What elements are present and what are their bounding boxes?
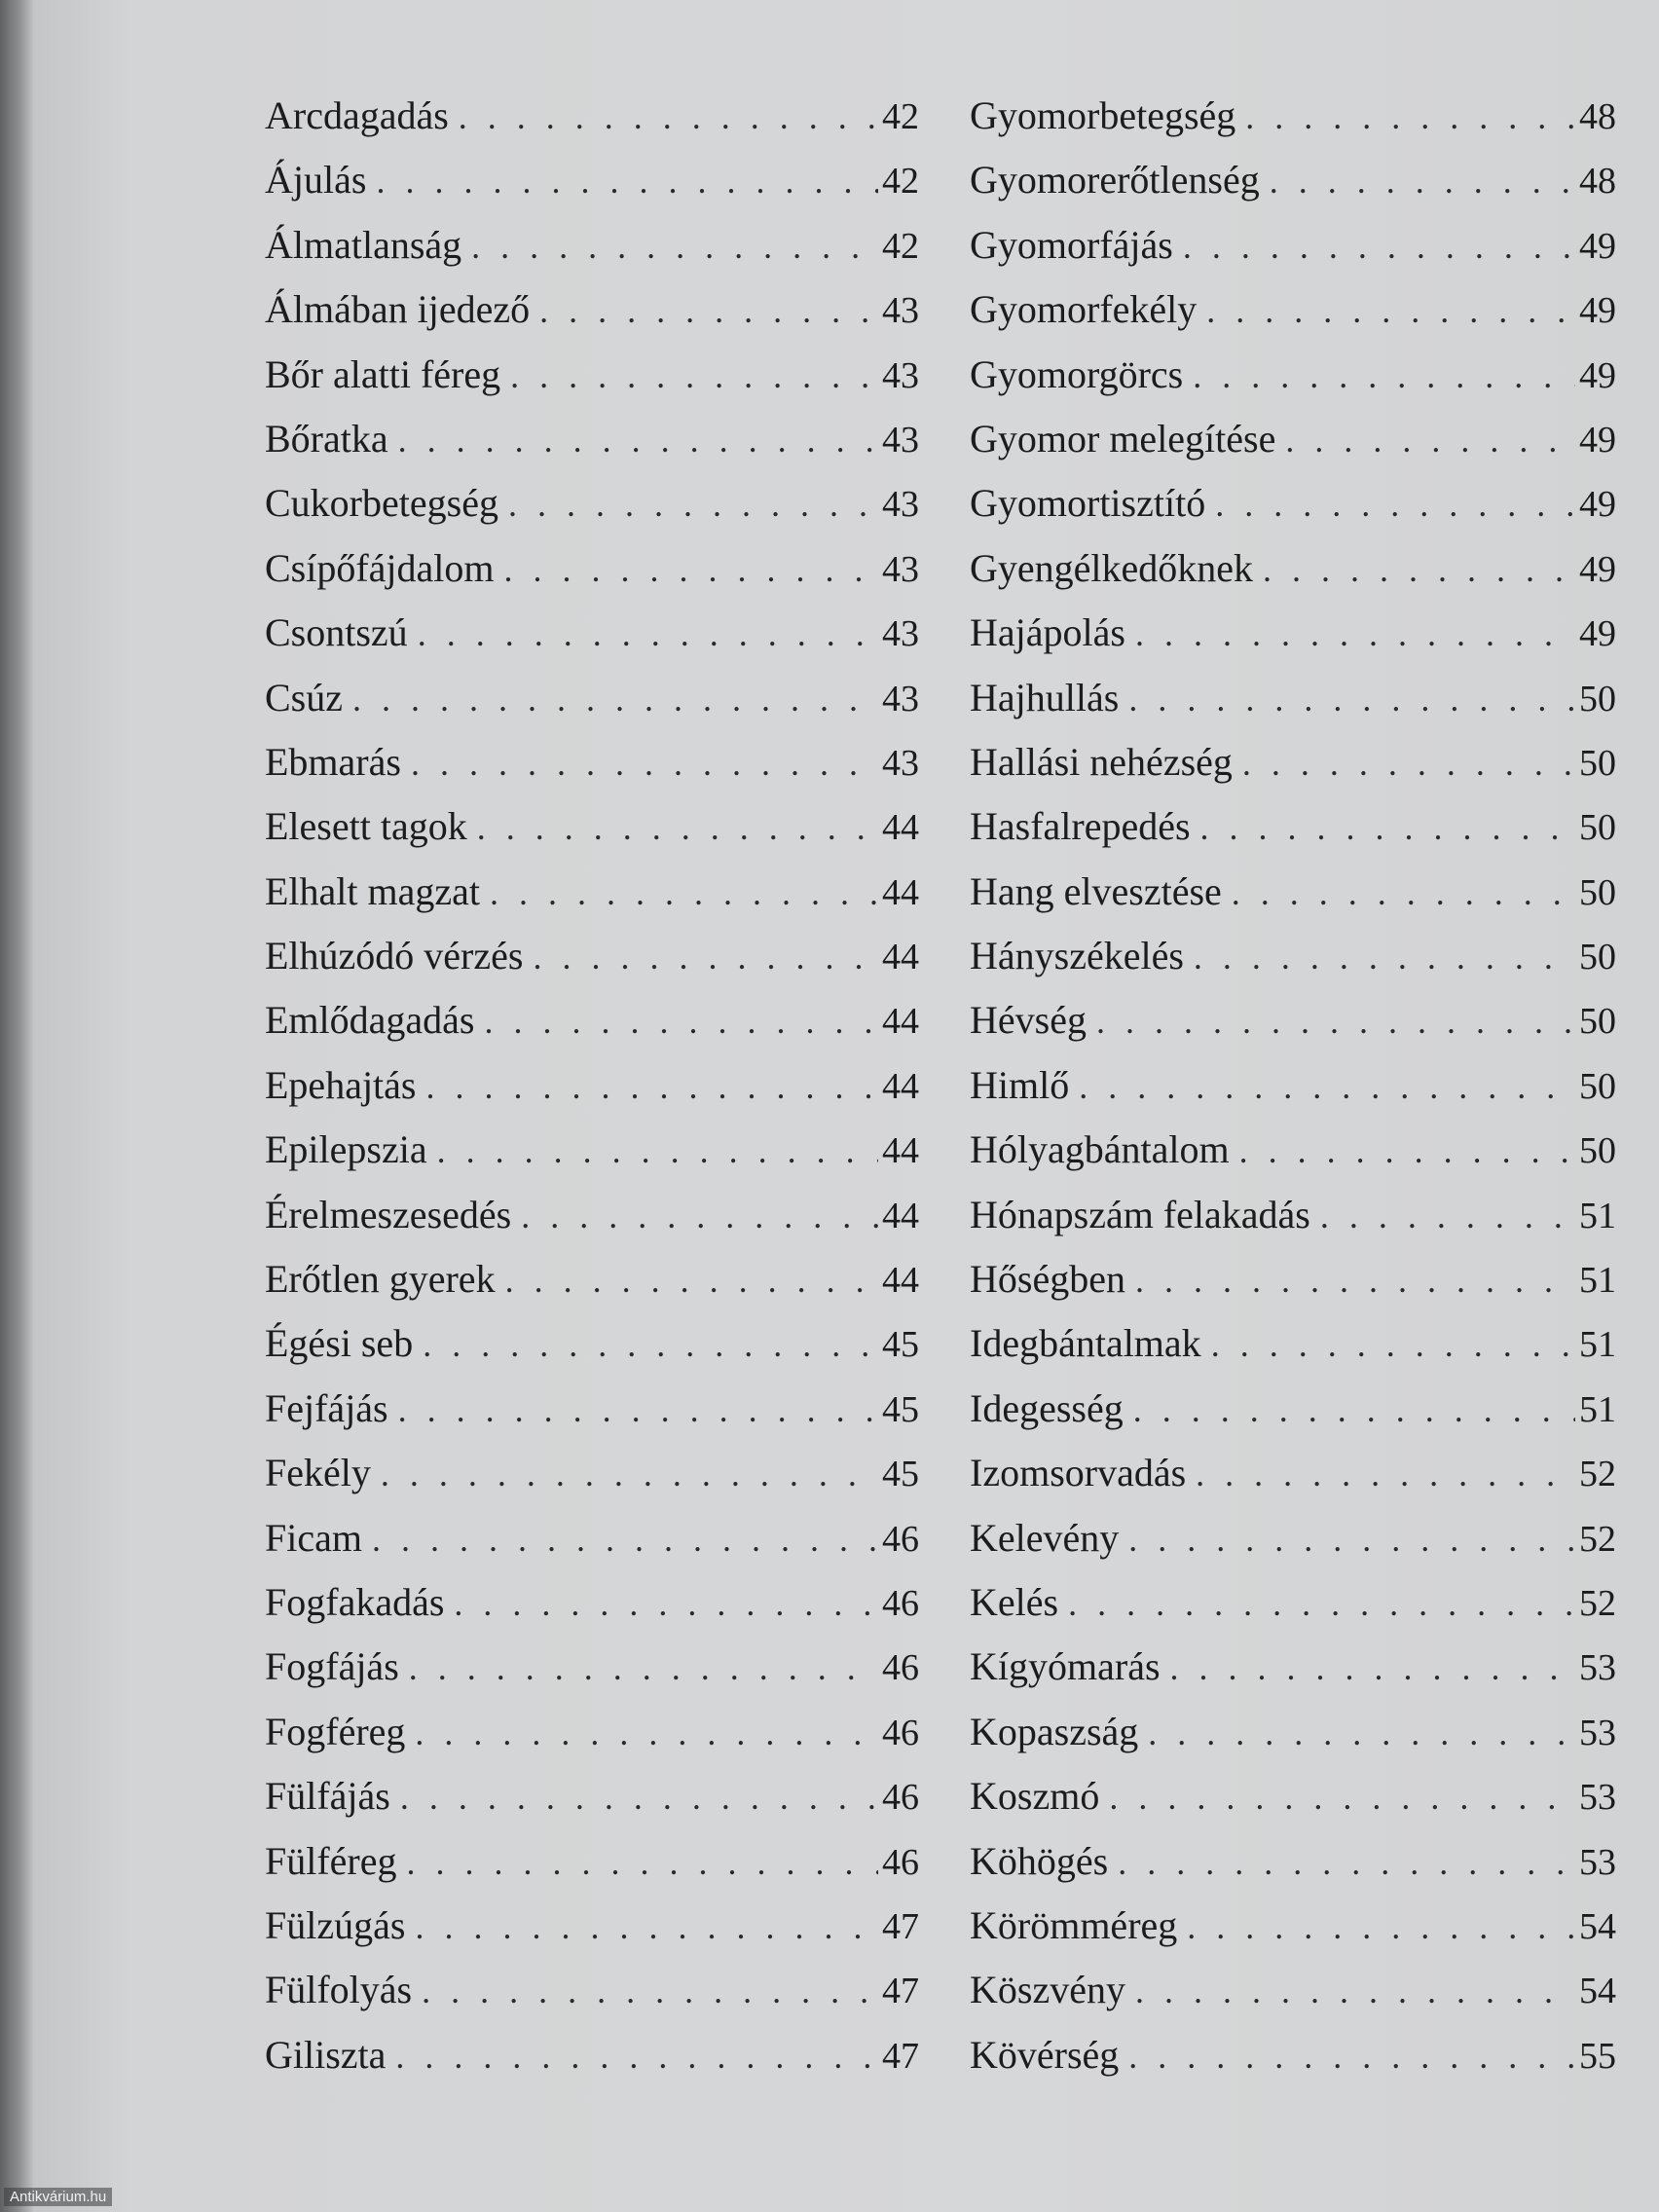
index-term: Fülfájás	[265, 1774, 390, 1819]
dot-leader	[1108, 1830, 1575, 1895]
index-entry	[970, 1441, 1616, 1505]
index-entry	[265, 1570, 919, 1635]
index-term: Érelmeszesedés	[265, 1192, 512, 1236]
index-page-number: 44	[882, 1260, 919, 1302]
index-entry	[970, 1118, 1616, 1182]
index-term: Fülfolyás	[265, 1968, 413, 2012]
index-entry	[970, 730, 1616, 794]
dot-leader	[1205, 472, 1575, 536]
index-term: Hévség	[970, 998, 1087, 1043]
index-page-number: 51	[1579, 1260, 1616, 1302]
dot-leader	[1253, 537, 1575, 602]
index-entry	[970, 988, 1616, 1052]
dot-leader	[523, 925, 878, 989]
dot-leader	[1124, 1378, 1575, 1442]
dot-leader	[495, 537, 878, 602]
index-entry	[265, 1700, 919, 1764]
dot-leader	[1125, 1248, 1575, 1312]
index-page-number: 53	[1579, 1647, 1616, 1689]
index-page-number: 51	[1579, 1195, 1616, 1236]
dot-leader	[417, 1054, 879, 1119]
index-term: Égési seb	[265, 1321, 414, 1366]
index-page-number: 50	[1579, 1001, 1616, 1043]
index-term: Arcdagadás	[265, 93, 449, 137]
index-term: Idegbántalmak	[970, 1321, 1201, 1366]
index-page-number: 54	[1579, 1971, 1616, 2012]
dot-leader	[401, 731, 878, 795]
index-entry	[970, 277, 1616, 342]
index-term: Fogféreg	[265, 1709, 406, 1753]
index-entry	[265, 666, 919, 730]
index-page-number: 54	[1579, 1905, 1616, 1947]
index-entry	[970, 213, 1616, 277]
index-page-number: 46	[882, 1841, 919, 1883]
index-page-number: 43	[882, 290, 919, 332]
index-term: Csontszú	[265, 610, 408, 655]
index-entry	[265, 924, 919, 988]
index-entry	[265, 794, 919, 859]
index-page-number: 42	[882, 225, 919, 267]
index-term: Ebmarás	[265, 739, 401, 784]
index-column-left	[265, 84, 919, 2087]
index-term: Himlő	[970, 1062, 1070, 1107]
index-column-right	[970, 84, 1616, 2087]
dot-leader	[1173, 214, 1575, 278]
dot-leader	[1197, 278, 1575, 343]
index-page-number: 44	[882, 1195, 919, 1236]
dot-leader	[388, 1378, 878, 1442]
dot-leader	[1125, 602, 1575, 666]
index-entry	[970, 2023, 1616, 2087]
dot-leader	[1099, 1765, 1575, 1829]
index-entry	[970, 1635, 1616, 1699]
index-page-number: 42	[882, 161, 919, 203]
index-term: Gyomorfájás	[970, 222, 1173, 267]
dot-leader	[1183, 344, 1575, 408]
index-page-number: 50	[1579, 871, 1616, 913]
dot-leader	[1201, 1312, 1575, 1377]
index-page-number: 53	[1579, 1777, 1616, 1819]
index-entry	[970, 860, 1616, 924]
index-term: Cukorbetegség	[265, 481, 498, 526]
dot-leader	[500, 344, 878, 408]
index-page-number: 51	[1579, 1388, 1616, 1430]
dot-leader	[1125, 1959, 1575, 2023]
dot-leader	[496, 1248, 878, 1312]
index-entry	[265, 1635, 919, 1699]
index-entry	[265, 1764, 919, 1828]
index-entry	[265, 1183, 919, 1247]
index-term: Gyomorbetegség	[970, 93, 1236, 137]
index-page-number: 50	[1579, 1130, 1616, 1172]
index-page-number: 50	[1579, 807, 1616, 849]
index-entry	[265, 601, 919, 665]
dot-leader	[399, 1636, 878, 1700]
watermark: Antikvárium.hu	[4, 2188, 112, 2206]
index-entry	[970, 148, 1616, 212]
index-page-number: 43	[882, 419, 919, 461]
index-entry	[970, 1570, 1616, 1635]
index-entry	[265, 277, 919, 342]
index-page-number: 47	[882, 1905, 919, 1947]
dot-leader	[475, 989, 879, 1053]
index-entry	[265, 213, 919, 277]
index-term: Fülféreg	[265, 1838, 397, 1883]
index-term: Kelevény	[970, 1515, 1120, 1560]
dot-leader	[397, 1830, 878, 1895]
index-page-number: 43	[882, 484, 919, 526]
index-term: Giliszta	[265, 2032, 387, 2077]
dot-leader	[1235, 85, 1575, 149]
index-page-number: 53	[1579, 1712, 1616, 1753]
index-entry	[970, 924, 1616, 988]
index-term: Ájulás	[265, 158, 367, 203]
index-entry	[970, 343, 1616, 407]
index-page-number: 46	[882, 1518, 919, 1560]
index-page-number: 55	[1579, 2035, 1616, 2077]
index-page-number: 43	[882, 678, 919, 719]
index-entry	[265, 1053, 919, 1118]
index-page-number: 52	[1579, 1518, 1616, 1560]
index-entry	[970, 1829, 1616, 1894]
index-entry	[265, 730, 919, 794]
dot-leader	[1069, 1054, 1575, 1119]
index-entry	[265, 1829, 919, 1894]
dot-leader	[449, 85, 878, 149]
index-entry	[970, 666, 1616, 730]
index-entry	[970, 1764, 1616, 1828]
index-term: Hang elvesztése	[970, 868, 1222, 913]
index-page-number: 44	[882, 1065, 919, 1107]
index-page-number: 50	[1579, 678, 1616, 719]
index-page-number: 46	[882, 1712, 919, 1753]
index-page-number: 49	[1579, 419, 1616, 461]
index-entry	[265, 2023, 919, 2087]
index-term: Gyomorgörcs	[970, 351, 1184, 396]
dot-leader	[1275, 408, 1575, 472]
index-entry	[265, 1118, 919, 1182]
index-term: Fogfájás	[265, 1644, 399, 1689]
index-page-number: 44	[882, 937, 919, 978]
index-term: Hallási nehézség	[970, 739, 1233, 784]
index-entry	[265, 1958, 919, 2022]
dot-leader	[386, 2024, 878, 2088]
index-term: Fekély	[265, 1451, 371, 1495]
index-term: Epilepszia	[265, 1127, 427, 1172]
index-entry	[970, 1958, 1616, 2022]
dot-leader	[1260, 149, 1575, 213]
dot-leader	[366, 149, 878, 213]
index-term: Köszvény	[970, 1968, 1125, 2012]
index-entry	[265, 1377, 919, 1441]
dot-leader	[371, 1442, 878, 1506]
index-page-number: 52	[1579, 1582, 1616, 1624]
index-term: Kövérség	[970, 2032, 1120, 2077]
index-term: Hónapszám felakadás	[970, 1192, 1310, 1236]
dot-leader	[1222, 861, 1575, 925]
index-term: Fülzúgás	[265, 1902, 406, 1947]
index-term: Ficam	[265, 1515, 362, 1560]
index-page-number: 51	[1579, 1324, 1616, 1366]
index-term: Fogfakadás	[265, 1579, 445, 1624]
index-page-number: 49	[1579, 290, 1616, 332]
index-page-number: 48	[1579, 96, 1616, 137]
index-term: Bőr alatti féreg	[265, 351, 501, 396]
index-entry	[970, 1311, 1616, 1376]
index-entry	[265, 1247, 919, 1311]
index-page-number: 49	[1579, 354, 1616, 396]
index-term: Fejfájás	[265, 1385, 388, 1430]
index-term: Erőtlen gyerek	[265, 1257, 496, 1302]
index-term: Csúz	[265, 675, 343, 719]
index-page-number: 46	[882, 1647, 919, 1689]
index-entry	[265, 84, 919, 148]
dot-leader	[343, 667, 878, 731]
index-page-number: 44	[882, 1130, 919, 1172]
dot-leader	[530, 278, 878, 343]
dot-leader	[444, 1571, 878, 1636]
index-entry	[265, 148, 919, 212]
index-entry	[265, 1441, 919, 1505]
index-term: Elhalt magzat	[265, 868, 481, 913]
dot-leader	[427, 1119, 878, 1183]
index-page-number: 49	[1579, 613, 1616, 655]
dot-leader	[413, 1312, 878, 1377]
dot-leader	[467, 795, 878, 860]
index-entry	[265, 1311, 919, 1376]
index-page-number: 42	[882, 96, 919, 137]
index-entry	[265, 988, 919, 1052]
dot-leader	[362, 1507, 878, 1571]
dot-leader	[1186, 1442, 1575, 1506]
index-term: Gyomortisztító	[970, 481, 1206, 526]
index-term: Álmatlanság	[265, 222, 462, 267]
index-entry	[970, 1377, 1616, 1441]
index-page-number: 47	[882, 2035, 919, 2077]
book-spine-shadow	[0, 0, 33, 2212]
index-entry	[970, 1247, 1616, 1311]
index-term: Gyomor melegítése	[970, 416, 1276, 461]
index-term: Álmában ijedező	[265, 287, 531, 332]
dot-leader	[405, 1895, 878, 1959]
index-entry	[265, 860, 919, 924]
index-page-number: 44	[882, 871, 919, 913]
index-page-number: 50	[1579, 937, 1616, 978]
index-term: Hajápolás	[970, 610, 1125, 655]
dot-leader	[405, 1701, 878, 1765]
dot-leader	[1119, 667, 1575, 731]
index-entry	[970, 1894, 1616, 1958]
dot-leader	[1058, 1571, 1575, 1636]
index-entry	[970, 407, 1616, 471]
index-term: Elhúzódó vérzés	[265, 934, 524, 978]
index-page-number: 44	[882, 807, 919, 849]
dot-leader	[388, 408, 878, 472]
book-page	[33, 0, 1659, 2212]
index-page-number: 43	[882, 613, 919, 655]
index-page-number: 46	[882, 1582, 919, 1624]
index-term: Gyomorfekély	[970, 287, 1198, 332]
dot-leader	[1191, 795, 1575, 860]
index-page-number: 52	[1579, 1454, 1616, 1495]
index-entry	[970, 536, 1616, 601]
dot-leader	[1119, 2024, 1575, 2088]
index-page-number: 49	[1579, 548, 1616, 590]
index-term: Hőségben	[970, 1257, 1125, 1302]
index-term: Hajhullás	[970, 675, 1120, 719]
dot-leader	[1177, 1895, 1575, 1959]
index-term: Hasfalrepedés	[970, 804, 1191, 849]
index-term: Kopaszság	[970, 1709, 1139, 1753]
dot-leader	[1230, 1119, 1575, 1183]
index-term: Körömméreg	[970, 1902, 1178, 1947]
index-page-number: 43	[882, 354, 919, 396]
index-page-number: 47	[882, 1971, 919, 2012]
index-term: Izomsorvadás	[970, 1451, 1187, 1495]
index-page-number: 45	[882, 1324, 919, 1366]
index-page-number: 53	[1579, 1841, 1616, 1883]
index-term: Gyengélkedőknek	[970, 545, 1254, 590]
index-page-number: 43	[882, 548, 919, 590]
index-term: Kelés	[970, 1579, 1059, 1624]
index-page-number: 43	[882, 742, 919, 784]
index-term: Gyomorerőtlenség	[970, 158, 1260, 203]
index-page-number: 45	[882, 1454, 919, 1495]
index-entry	[970, 84, 1616, 148]
index-term: Idegesség	[970, 1385, 1124, 1430]
index-entry	[970, 601, 1616, 665]
index-page-number: 49	[1579, 225, 1616, 267]
index-term: Köhögés	[970, 1838, 1109, 1883]
index-entry	[970, 794, 1616, 859]
index-entry	[265, 536, 919, 601]
index-term: Emlődagadás	[265, 998, 475, 1043]
index-term: Elesett tagok	[265, 804, 467, 849]
dot-leader	[1161, 1636, 1575, 1700]
dot-leader	[390, 1765, 878, 1829]
index-term: Epehajtás	[265, 1062, 417, 1107]
index-entry	[970, 1700, 1616, 1764]
index-term: Kígyómarás	[970, 1644, 1161, 1689]
dot-leader	[480, 861, 878, 925]
index-entry	[265, 1894, 919, 1958]
index-entry	[970, 1183, 1616, 1247]
dot-leader	[511, 1184, 878, 1248]
dot-leader	[1119, 1507, 1575, 1571]
index-term: Bőratka	[265, 416, 388, 461]
index-entry	[970, 1506, 1616, 1570]
dot-leader	[1138, 1701, 1575, 1765]
index-term: Koszmó	[970, 1774, 1100, 1819]
index-term: Hányszékelés	[970, 934, 1184, 978]
index-term: Hólyagbántalom	[970, 1127, 1230, 1172]
index-page-number: 45	[882, 1388, 919, 1430]
dot-leader	[408, 602, 878, 666]
index-page-number: 48	[1579, 161, 1616, 203]
dot-leader	[1310, 1184, 1575, 1248]
index-page-number: 50	[1579, 742, 1616, 784]
dot-leader	[1233, 731, 1575, 795]
dot-leader	[498, 472, 878, 536]
dot-leader	[461, 214, 878, 278]
index-page-number: 49	[1579, 484, 1616, 526]
index-entry	[970, 471, 1616, 535]
index-entry	[265, 343, 919, 407]
index-entry	[265, 471, 919, 535]
dot-leader	[412, 1959, 878, 2023]
index-page-number: 50	[1579, 1065, 1616, 1107]
index-entry	[970, 1053, 1616, 1118]
index-page-number: 44	[882, 1001, 919, 1043]
index-page-number: 46	[882, 1777, 919, 1819]
index-term: Csípőfájdalom	[265, 545, 495, 590]
dot-leader	[1087, 989, 1575, 1053]
index-entry	[265, 407, 919, 471]
index-entry	[265, 1506, 919, 1570]
dot-leader	[1184, 925, 1575, 989]
